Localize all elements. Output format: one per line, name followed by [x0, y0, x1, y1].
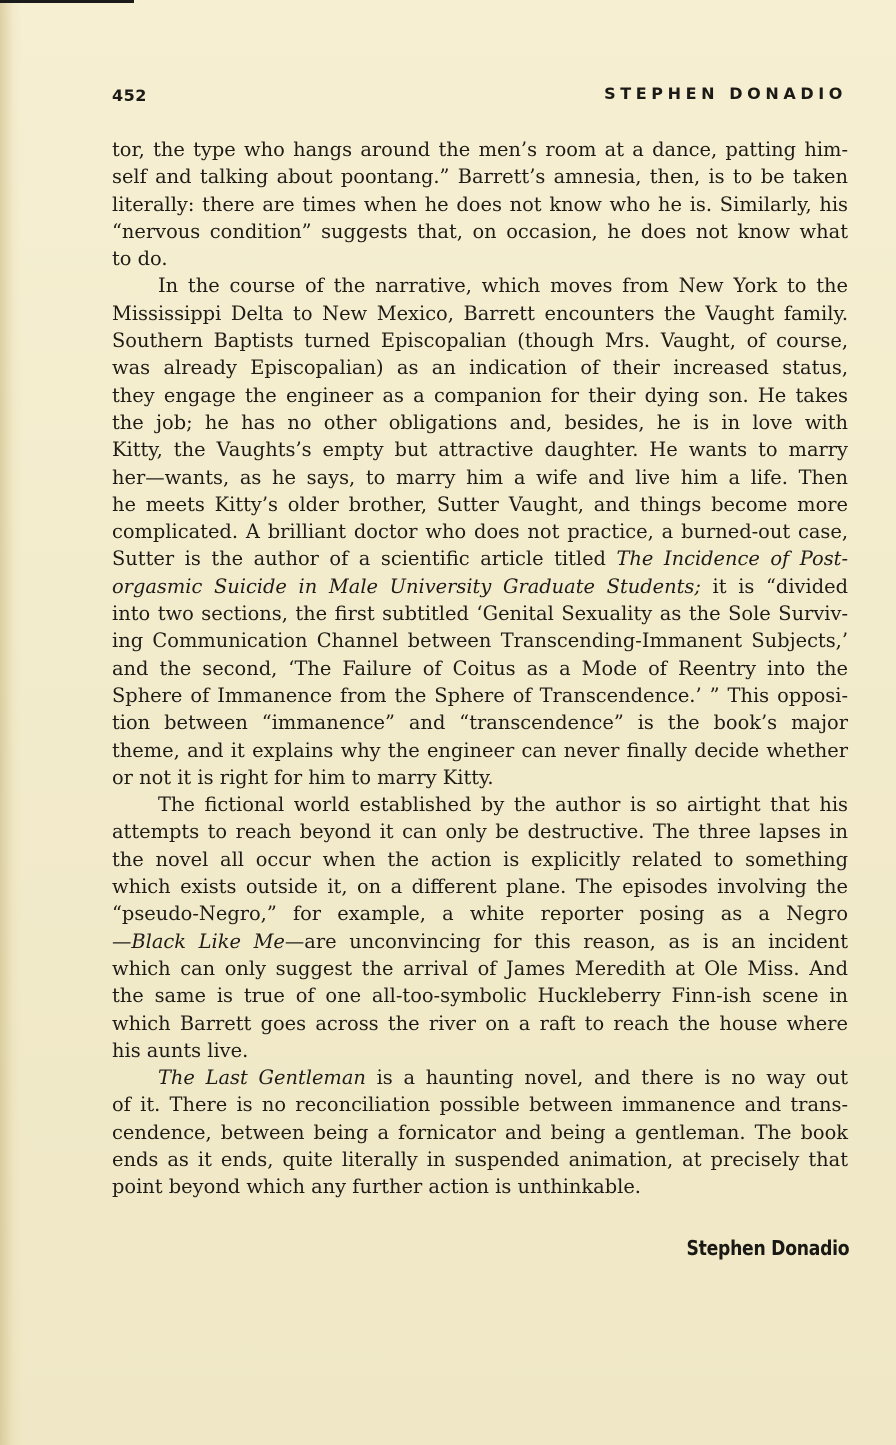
text-line: Sphere of Immanence from the Sphere of Transcendence.’ ” This opposi-	[112, 683, 848, 707]
page-number: 452	[112, 86, 147, 105]
text-line: he meets Kitty’s older brother, Sutter Vaught, and things become more	[112, 492, 848, 516]
paragraph	[112, 1064, 848, 1200]
text-line: which Barrett goes across the river on a raft to reach the house where	[112, 1011, 848, 1035]
text-line: “nervous condition” suggests that, on occasion, he does not know what	[112, 219, 848, 243]
text-line: complicated. A brilliant doctor who does not practice, a burned-out case,	[112, 520, 848, 544]
paragraph	[112, 272, 848, 791]
paragraph	[112, 791, 848, 1064]
text-line: orgasmic Suicide in Male University Graduate Students; it is “divided	[112, 574, 849, 598]
article-body	[112, 136, 848, 1201]
running-title: STEPHEN DONADIO	[604, 84, 847, 103]
text-line: ends as it ends, quite literally in suspended animation, at precisely that	[112, 1147, 848, 1171]
text-line: The fictional world established by the author is so airtight that his	[158, 793, 848, 817]
text-line: of it. There is no reconciliation possible between immanence and trans-	[112, 1093, 848, 1117]
text-line: into two sections, the first subtitled ‘Genital Sexuality as the Sole Surviv-	[112, 602, 848, 626]
text-line: was already Episcopalian) as an indication of their increased status,	[112, 356, 848, 380]
text-line: In the course of the narrative, which moves from New York to the	[158, 274, 848, 298]
page-gutter-shadow	[0, 0, 22, 1445]
text-line: tion between “immanence” and “transcendence” is the book’s major	[112, 711, 848, 735]
paragraph	[112, 136, 848, 272]
text-line: ing Communication Channel between Transcending-Immanent Subjects,’	[112, 629, 848, 653]
text-line: point beyond which any further action is unthinkable.	[112, 1175, 641, 1199]
text-line: which can only suggest the arrival of James Meredith at Ole Miss. And	[112, 956, 848, 980]
text-line: to do.	[112, 247, 168, 271]
corner-scan-mark	[0, 0, 134, 3]
text-line: cendence, between being a fornicator and being a gentleman. The book	[112, 1120, 848, 1144]
text-line: which exists outside it, on a different plane. The episodes involving the	[112, 875, 848, 899]
text-line: the job; he has no other obligations and, besides, he is in love with	[112, 410, 848, 434]
text-line: his aunts live.	[112, 1038, 249, 1062]
text-line: —Black Like Me—are unconvincing for this reason, as is an incident	[112, 929, 848, 953]
text-line: the novel all occur when the action is explicitly related to something	[112, 847, 848, 871]
text-line: Mississippi Delta to New Mexico, Barrett encounters the Vaught family.	[112, 301, 848, 325]
text-line: “pseudo-Negro,” for example, a white reporter posing as a Negro	[112, 902, 848, 926]
text-line: or not it is right for him to marry Kitty.	[112, 765, 494, 789]
text-line: Southern Baptists turned Episcopalian (though Mrs. Vaught, of course,	[112, 329, 848, 353]
author-signature: Stephen Donadio	[686, 1236, 849, 1260]
text-line: tor, the type who hangs around the men’s room at a dance, patting him-	[112, 138, 848, 161]
text-line: self and talking about poontang.” Barrett’s amnesia, then, is to be taken	[112, 165, 848, 189]
text-line: attempts to reach beyond it can only be destructive. The three lapses in	[112, 820, 848, 844]
text-line: theme, and it explains why the engineer can never finally decide whether	[112, 738, 848, 762]
text-line: and the second, ‘The Failure of Coitus as a Mode of Reentry into the	[112, 656, 848, 680]
text-line: Sutter is the author of a scientific article titled The Incidence of Post-	[112, 547, 848, 571]
text-line: they engage the engineer as a companion for their dying son. He takes	[112, 383, 848, 407]
text-line: her—wants, as he says, to marry him a wife and live him a life. Then	[112, 465, 848, 489]
text-line: the same is true of one all-too-symbolic Huckleberry Finn-ish scene in	[112, 984, 848, 1008]
text-line: The Last Gentleman is a haunting novel, and there is no way out	[158, 1066, 848, 1090]
text-line: literally: there are times when he does not know who he is. Similarly, his	[112, 192, 848, 216]
running-head	[112, 84, 847, 110]
text-line: Kitty, the Vaughts’s empty but attractive daughter. He wants to marry	[112, 438, 848, 462]
